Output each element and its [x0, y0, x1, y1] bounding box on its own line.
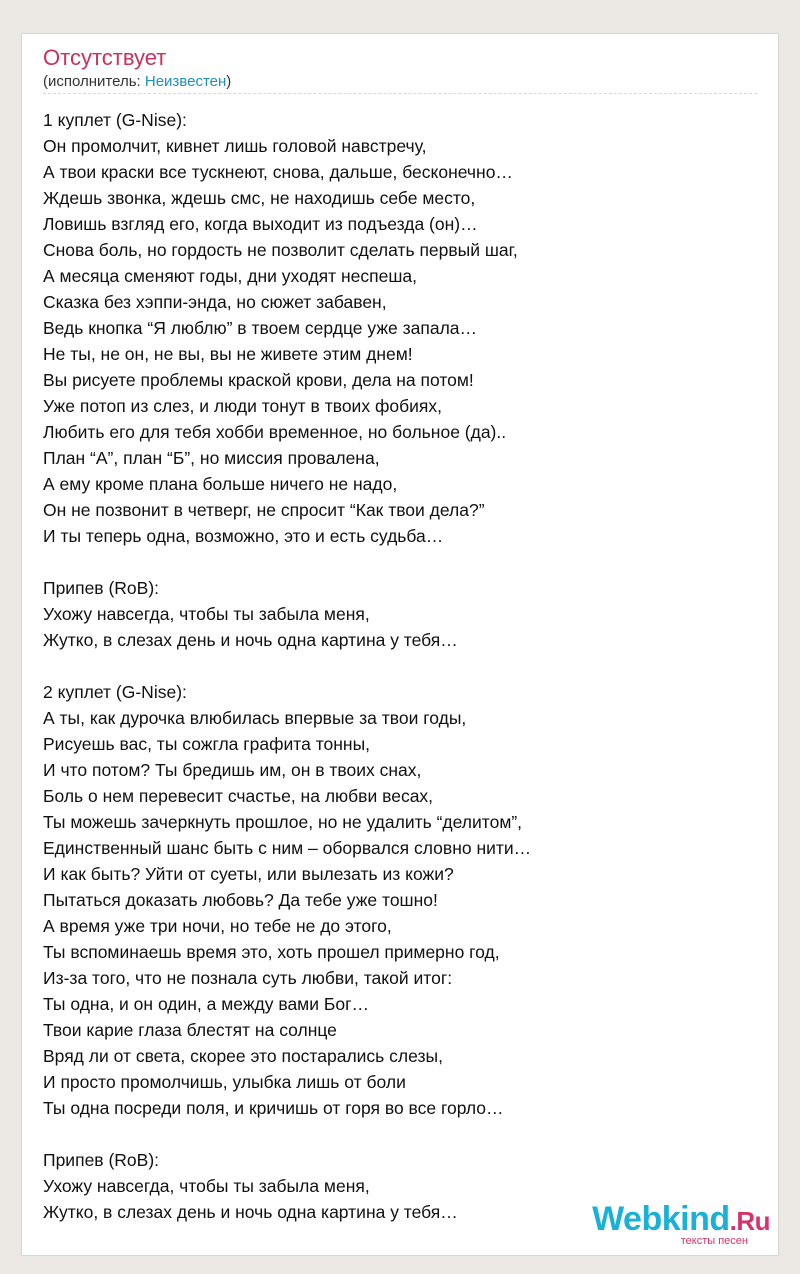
- lyrics-line: Ты одна посреди поля, и кричишь от горя во все горло…: [43, 1098, 504, 1118]
- lyrics-line: Из-за того, что не познала суть любви, такой итог:: [43, 968, 453, 988]
- logo-wordmark: [592, 1201, 770, 1239]
- artist-prefix: (исполнитель:: [43, 73, 145, 90]
- lyrics-line: Ловишь взгляд его, когда выходит из подъезда (он)…: [43, 214, 478, 234]
- lyrics-line: Жутко, в слезах день и ночь одна картина у тебя…: [43, 630, 458, 650]
- lyrics-line: Припев (RoB):: [43, 578, 160, 598]
- lyrics-line: План “А”, план “Б”, но миссия провалена,: [43, 448, 380, 468]
- lyrics-line: И просто промолчишь, улыбка лишь от боли: [43, 1072, 406, 1092]
- lyrics-line: Вряд ли от света, скорее это постарались слезы,: [43, 1046, 443, 1066]
- lyrics-line: Ты одна, и он один, а между вами Бог…: [43, 994, 369, 1014]
- lyrics-line: 1 куплет (G-Nise):: [43, 110, 187, 130]
- lyrics-line: А ему кроме плана больше ничего не надо,: [43, 474, 398, 494]
- lyrics-line: Вы рисуете проблемы краской крови, дела на потом!: [43, 370, 474, 390]
- lyrics-line: И что потом? Ты бредишь им, он в твоих снах,: [43, 760, 422, 780]
- logo-tagline: тексты песен: [680, 1235, 748, 1247]
- lyrics-blank-line: [43, 653, 531, 679]
- lyrics-line: Уже потоп из слез, и люди тонут в твоих фобиях,: [43, 396, 442, 416]
- lyrics-line: Ухожу навсегда, чтобы ты забыла меня,: [43, 1176, 370, 1196]
- lyrics-card: [21, 33, 779, 1256]
- lyrics-line: Ты можешь зачеркнуть прошлое, но не удалить “делитом”,: [43, 812, 523, 832]
- logo-name: Webkind: [592, 1200, 730, 1238]
- song-title: Отсутствует: [43, 45, 167, 70]
- logo-suffix: .Ru: [729, 1206, 770, 1236]
- artist-line: [43, 73, 231, 91]
- lyrics-text: [43, 107, 531, 1225]
- lyrics-blank-line: [43, 549, 531, 575]
- lyrics-line: Сказка без хэппи-энда, но сюжет забавен,: [43, 292, 387, 312]
- webkind-logo[interactable]: [592, 1201, 770, 1247]
- lyrics-line: И ты теперь одна, возможно, это и есть судьба…: [43, 526, 444, 546]
- lyrics-line: Он промолчит, кивнет лишь головой навстречу,: [43, 136, 427, 156]
- lyrics-line: Ты вспоминаешь время это, хоть прошел примерно год,: [43, 942, 500, 962]
- lyrics-line: Снова боль, но гордость не позволит сделать первый шаг,: [43, 240, 518, 260]
- lyrics-line: Ухожу навсегда, чтобы ты забыла меня,: [43, 604, 370, 624]
- lyrics-line: И как быть? Уйти от суеты, или вылезать из кожи?: [43, 864, 454, 884]
- lyrics-line: Он не позвонит в четверг, не спросит “Как твои дела?”: [43, 500, 485, 520]
- lyrics-line: Любить его для тебя хобби временное, но больное (да)..: [43, 422, 507, 442]
- lyrics-line: А время уже три ночи, но тебе не до этого,: [43, 916, 392, 936]
- lyrics-line: Единственный шанс быть с ним – оборвался словно нити…: [43, 838, 532, 858]
- lyrics-line: Боль о нем перевесит счастье, на любви весах,: [43, 786, 434, 806]
- lyrics-line: Рисуешь вас, ты сожгла графита тонны,: [43, 734, 371, 754]
- artist-link[interactable]: Неизвестен: [144, 73, 227, 90]
- lyrics-line: А твои краски все тускнеют, снова, дальше, бесконечно…: [43, 162, 513, 182]
- lyrics-line: Ведь кнопка “Я люблю” в твоем сердце уже запала…: [43, 318, 478, 338]
- artist-suffix: ): [226, 73, 232, 90]
- lyrics-line: Припев (RoB):: [43, 1150, 160, 1170]
- lyrics-line: Ждешь звонка, ждешь смс, не находишь себе место,: [43, 188, 476, 208]
- lyrics-line: Твои карие глаза блестят на солнце: [43, 1020, 337, 1040]
- lyrics-line: А месяца сменяют годы, дни уходят неспеша,: [43, 266, 417, 286]
- lyrics-line: Не ты, не он, не вы, вы не живете этим днем!: [43, 344, 413, 364]
- divider: [43, 93, 757, 94]
- lyrics-line: Жутко, в слезах день и ночь одна картина у тебя…: [43, 1202, 458, 1222]
- lyrics-line: 2 куплет (G-Nise):: [43, 682, 187, 702]
- lyrics-blank-line: [43, 1121, 531, 1147]
- lyrics-line: А ты, как дурочка влюбилась впервые за твои годы,: [43, 708, 467, 728]
- lyrics-line: Пытаться доказать любовь? Да тебе уже тошно!: [43, 890, 438, 910]
